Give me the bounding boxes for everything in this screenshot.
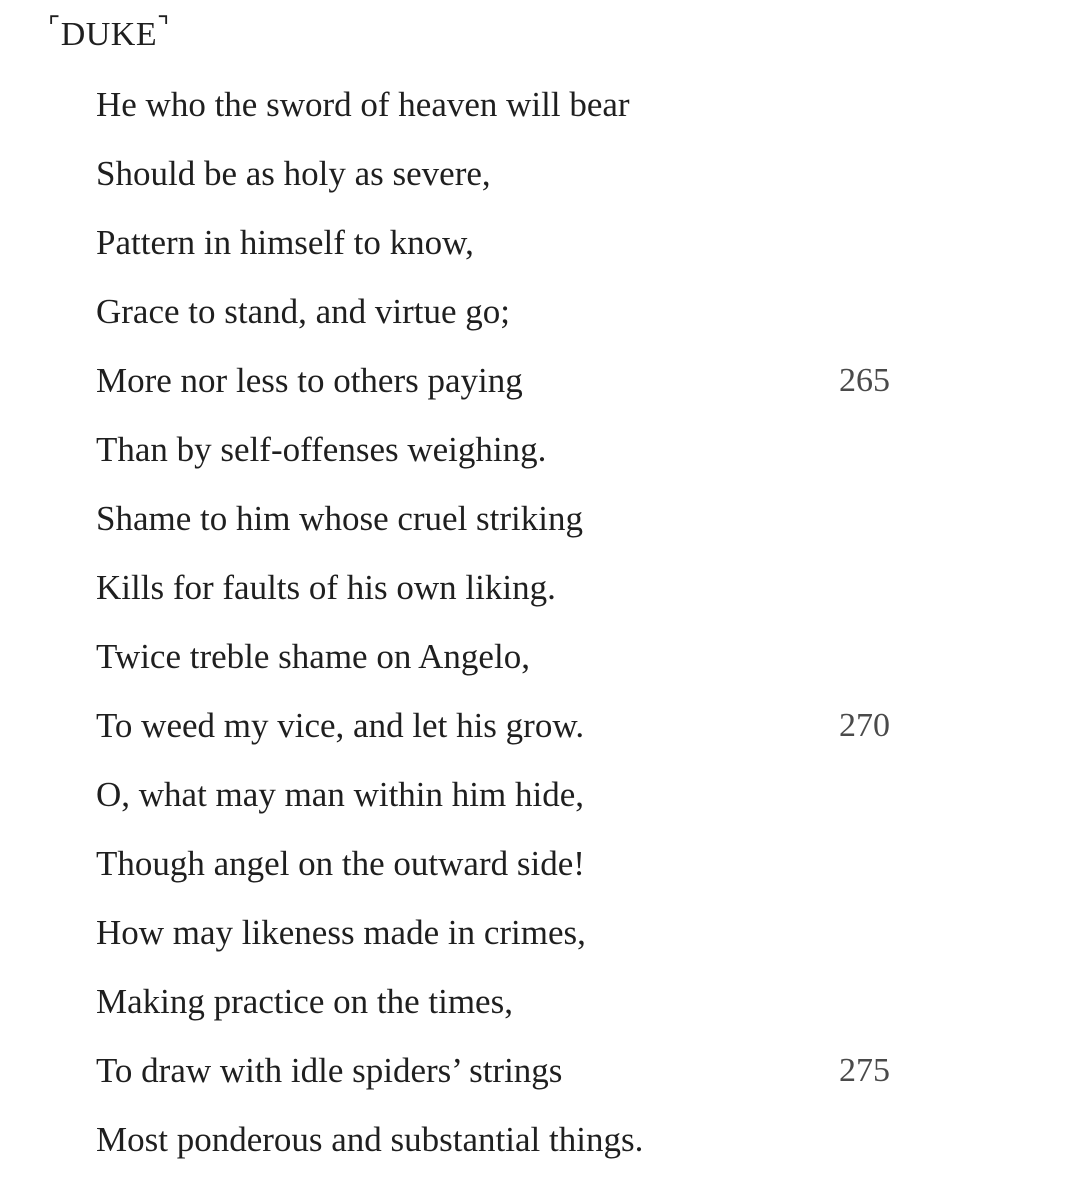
- verse-line: [96, 424, 996, 493]
- verse-line-text: To draw with idle spiders’ strings: [96, 1051, 563, 1090]
- verse-line: [96, 286, 996, 355]
- speaker-name: DUKE: [60, 16, 158, 53]
- line-number: 265: [839, 362, 890, 399]
- verse-line-text: Than by self-offenses weighing.: [96, 430, 547, 469]
- verse-line-text: Most ponderous and substantial things.: [96, 1120, 644, 1159]
- verse-line: [96, 355, 996, 424]
- verse-line-text: Shame to him whose cruel striking: [96, 499, 584, 538]
- verse-line: [96, 631, 996, 700]
- verse-line: [96, 700, 996, 769]
- line-number: 275: [839, 1052, 890, 1089]
- verse-line: [96, 562, 996, 631]
- speaker-heading: [48, 12, 170, 60]
- verse-line-text: Should be as holy as severe,: [96, 154, 491, 193]
- verse-line: [96, 907, 996, 976]
- verse-line-text: Kills for faults of his own liking.: [96, 568, 556, 607]
- verse-line-text: Grace to stand, and virtue go;: [96, 292, 511, 331]
- verse-lines: [96, 79, 996, 1183]
- verse-line-text: He who the sword of heaven will bear: [96, 85, 630, 124]
- line-number: 270: [839, 707, 890, 744]
- speaker-open-bracket: ⌜: [48, 12, 61, 41]
- verse-line-text: Making practice on the times,: [96, 982, 513, 1021]
- verse-line-text: To weed my vice, and let his grow.: [96, 706, 585, 745]
- verse-line: [96, 1045, 996, 1114]
- verse-line-text: Twice treble shame on Angelo,: [96, 637, 530, 676]
- verse-line-text: How may likeness made in crimes,: [96, 913, 586, 952]
- verse-line-text: More nor less to others paying: [96, 361, 523, 400]
- verse-line: [96, 769, 996, 838]
- verse-line: [96, 838, 996, 907]
- verse-line: [96, 1114, 996, 1183]
- verse-line: [96, 976, 996, 1045]
- speaker-close-bracket: ⌝: [157, 12, 170, 41]
- verse-line-text: Though angel on the outward side!: [96, 844, 585, 883]
- verse-line: [96, 79, 996, 148]
- verse-line-text: O, what may man within him hide,: [96, 775, 584, 814]
- verse-line: [96, 217, 996, 286]
- verse-line: [96, 493, 996, 562]
- verse-line-text: Pattern in himself to know,: [96, 223, 474, 262]
- verse-line: [96, 148, 996, 217]
